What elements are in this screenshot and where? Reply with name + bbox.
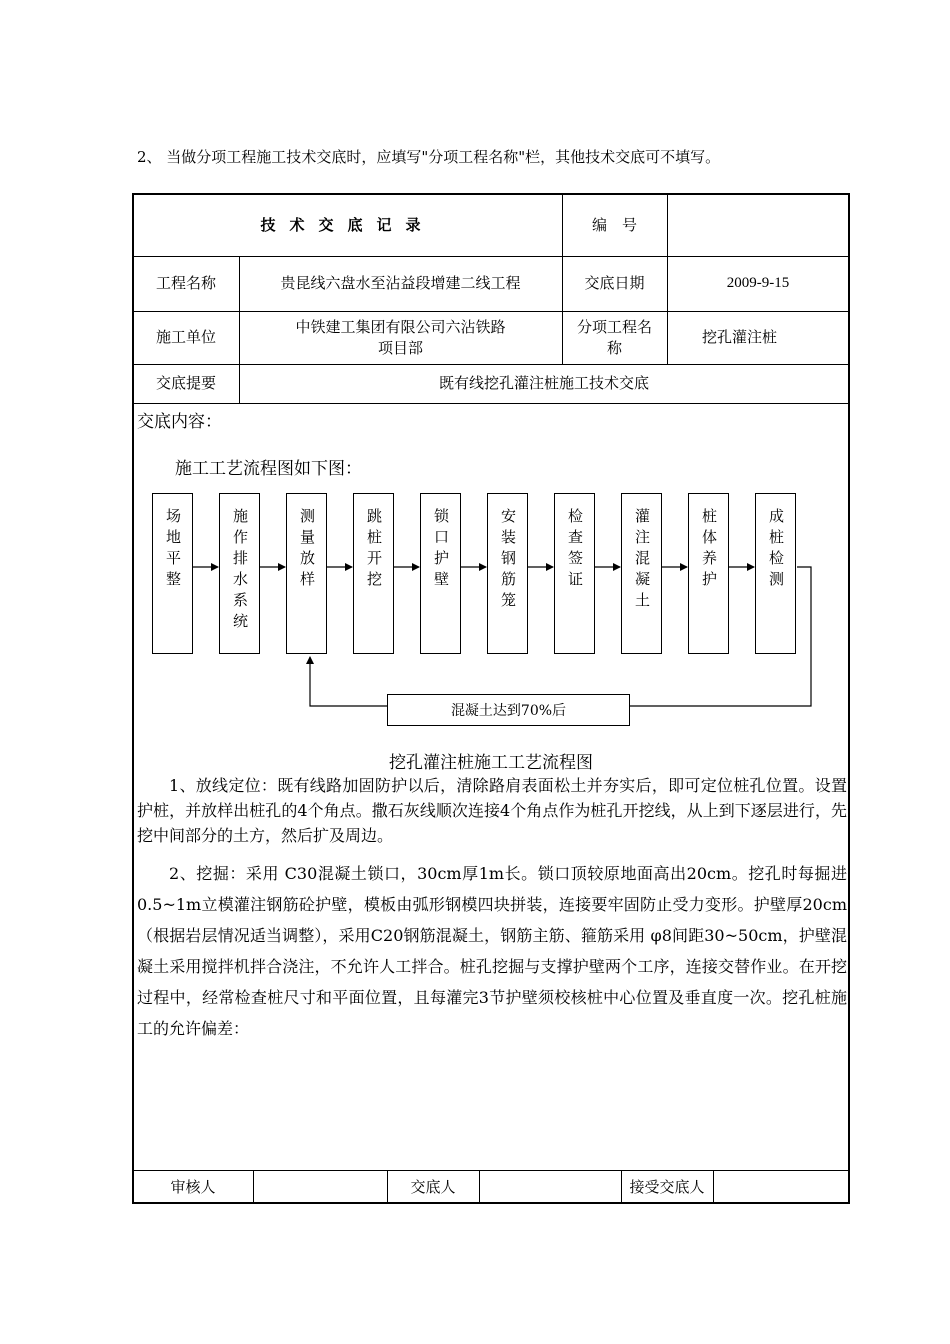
flow-step-label: 桩体养护 bbox=[700, 508, 718, 592]
subitem-label-line-1: 分项工程名 bbox=[576, 317, 652, 336]
flow-step-box bbox=[688, 493, 729, 654]
flow-step-label: 场地平整 bbox=[164, 508, 182, 592]
flow-step-box bbox=[554, 493, 595, 654]
loop-condition-label: 混凝土达到70%后 bbox=[387, 694, 630, 726]
receiver-value bbox=[713, 1171, 849, 1203]
unit-line-1: 中铁建工集团有限公司六沾铁路 bbox=[295, 317, 506, 336]
reviewer-label: 审核人 bbox=[170, 1177, 216, 1196]
summary-value: 既有线挖孔灌注桩施工技术交底 bbox=[438, 374, 649, 392]
date-label: 交底日期 bbox=[584, 274, 645, 292]
paragraph-1: 1、放线定位：既有线路加固防护以后，清除路肩表面松土并夯实后，即可定位桩孔位置。设置护桩，并放样出桩孔的4个角点。撒石灰线顺次连接4个角点作为桩孔开挖线，从上到下逐层进行，先挖中间部分的土方，然后扩及周边。 bbox=[137, 776, 847, 845]
construction-unit-label: 施工单位 bbox=[155, 328, 216, 346]
flow-step-box bbox=[420, 493, 461, 654]
flow-step-label: 检查签证 bbox=[566, 508, 584, 592]
discloser-value bbox=[479, 1171, 621, 1203]
flow-step-box bbox=[152, 493, 193, 654]
flow-step-box bbox=[487, 493, 528, 654]
flow-step-label: 灌注混凝土 bbox=[633, 508, 651, 613]
flow-step-label: 跳桩开挖 bbox=[365, 508, 383, 592]
fill-instruction-note: 2、 当做分项工程施工技术交底时，应填写"分项工程名称"栏，其他技术交底可不填写。 bbox=[137, 148, 721, 166]
content-label: 交底内容： bbox=[137, 412, 222, 432]
number-label: 编 号 bbox=[591, 215, 637, 234]
project-name-label: 工程名称 bbox=[155, 274, 216, 292]
discloser-label: 交底人 bbox=[410, 1177, 456, 1196]
flow-step-box bbox=[755, 493, 796, 654]
record-title: 技术交底记录 bbox=[260, 215, 435, 234]
receiver-label: 接受交底人 bbox=[629, 1177, 705, 1196]
flow-step-label: 成桩检测 bbox=[767, 508, 785, 592]
flowchart-caption: 挖孔灌注桩施工工艺流程图 bbox=[389, 753, 593, 773]
unit-line-2: 项目部 bbox=[377, 338, 423, 357]
flow-step-label: 安装钢筋笼 bbox=[499, 508, 517, 613]
paragraph-2: 2、挖掘：采用 C30混凝土锁口，30cm厚1m长。锁口顶较原地面高出20cm。挖孔时每掘进0.5~1m立模灌注钢筋砼护壁，模板由弧形钢模四块拼装，连接要牢固防止受力变形。护壁厚20cm（根据岩层情况适当调整），采用C20钢筋混凝土，钢筋主筋、箍筋采用 φ8间距30~50cm，护壁混凝土采用搅拌机拌合浇注，不允许人工拌合。桩孔挖掘与支撑护壁两个工序，连接交替作业。在开挖过程中，经常检查桩尺寸和平面位置，且每灌完3节护壁须校核桩中心位置及垂直度一次。挖孔桩施工的允许偏差： bbox=[137, 864, 847, 1038]
subitem-name-value: 挖孔灌注桩 bbox=[702, 328, 778, 346]
flow-step-box bbox=[286, 493, 327, 654]
summary-label: 交底提要 bbox=[155, 374, 216, 392]
date-value: 2009-9-15 bbox=[726, 275, 790, 291]
flow-step-label: 施作排水系统 bbox=[231, 508, 249, 634]
flow-step-box bbox=[353, 493, 394, 654]
loop-back-arrow bbox=[310, 657, 387, 706]
flowchart-intro: 施工工艺流程图如下图： bbox=[175, 459, 362, 479]
reviewer-value bbox=[253, 1171, 387, 1203]
flow-step-label: 测量放样 bbox=[298, 508, 316, 592]
flow-step-label: 锁口护壁 bbox=[432, 508, 450, 592]
subitem-label-line-2: 称 bbox=[606, 338, 622, 357]
flow-step-box bbox=[621, 493, 662, 654]
project-name-value: 贵昆线六盘水至沾益段增建二线工程 bbox=[280, 274, 521, 292]
flow-step-box bbox=[219, 493, 260, 654]
